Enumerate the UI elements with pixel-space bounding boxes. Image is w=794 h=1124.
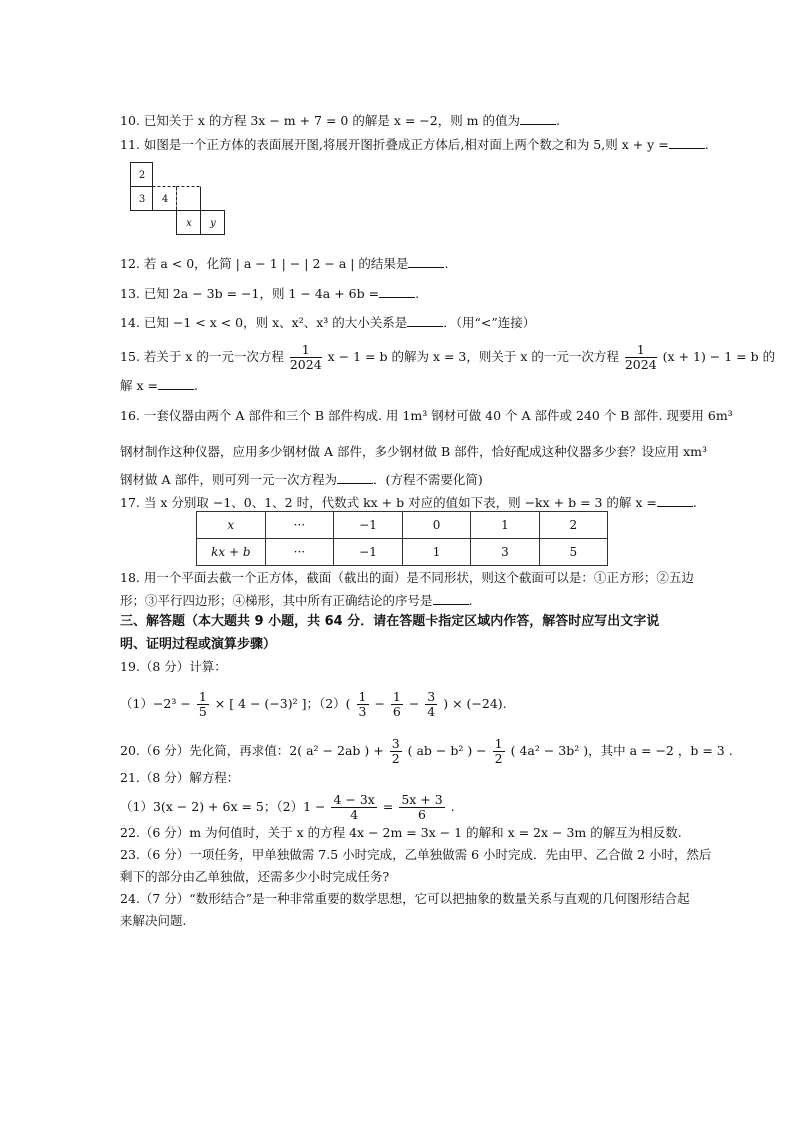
question-18-line2: 形；③平行四边形；④梯形，其中所有正确结论的序号是 . (120, 593, 473, 608)
net-face-4: 4 (161, 193, 169, 205)
question-19: 19.（8 分）计算： (120, 659, 227, 674)
question-22: 22.（6 分）m 为何值时，关于 x 的方程 4x − 2m = 3x − 1 的解和 x = 2x − 3m 的解互为相反数. (120, 825, 682, 840)
fraction: $\frac{4 - 3x}{4}$ (333, 792, 375, 822)
question-23-line2: 剩下的部分由乙单独做，还需多少小时完成任务? (120, 869, 390, 884)
question-19-parts: （1）−2³ − $\frac{1}{5}$ × [ 4 − (−3)² ]；（2）( $\frac{1}{3}$ − $\frac{1}{6}$ − $\frac{3}{4}$ ) × (−24). (120, 689, 507, 719)
question-11: 11. 如图是一个正方体的表面展开图,将展开图折叠成正方体后,相对面上两个数之和为 5,则 x + y = . (120, 137, 709, 152)
question-21: 21.（8 分）解方程： (120, 770, 240, 785)
table-row: kx + b ··· −1 1 3 5 (197, 539, 608, 566)
question-24-line2: 来解决问题. (120, 913, 187, 928)
fraction: $\frac{1}{2024}$ (624, 342, 657, 372)
question-15: 15. 若关于 x 的一元一次方程 $\frac{1}{2024}$ x − 1 = b 的解为 x = 3，则关于 x 的一元一次方程 $\frac{1}{2024}$ (x + 1) − 1 = b 的 (120, 342, 776, 372)
fraction: $\frac{1}{5}$ (198, 689, 207, 719)
question-14: 14. 已知 −1 < x < 0，则 x、x²、x³ 的大小关系是 ．（用“<”连接） (120, 315, 536, 330)
answer-blank[interactable] (408, 255, 444, 268)
net-face-2: 2 (138, 169, 146, 181)
fraction: $\frac{3}{4}$ (427, 689, 436, 719)
fraction: $\frac{1}{2024}$ (289, 342, 322, 372)
fraction: $\frac{5x + 3}{6}$ (401, 792, 443, 822)
cube-net-figure (130, 162, 230, 236)
answer-blank[interactable] (379, 285, 415, 298)
question-16: 16. 一套仪器由两个 A 部件和三个 B 部件构成. 用 1m³ 钢材可做 40 个 A 部件或 240 个 B 部件. 现要用 6m³ (120, 408, 733, 423)
net-face-y: y (210, 217, 216, 229)
question-16-line3: 钢材做 A 部件，则可列一元一次方程为 ．(方程不需要化简) (120, 472, 483, 487)
answer-blank[interactable] (433, 592, 469, 605)
net-face-x: x (186, 217, 192, 229)
table-row: x ··· −1 0 1 2 (197, 512, 608, 539)
question-15-line2: 解 x = . (120, 378, 198, 393)
section-heading-line2: 明、证明过程或演算步骤） (120, 637, 277, 652)
answer-blank[interactable] (407, 314, 443, 327)
question-16-line2: 钢材制作这种仪器，应用多少钢材做 A 部件，多少钢材做 B 部件，恰好配成这种仪器多少套？设应用 xm³ (120, 444, 707, 459)
question-20: 20.（6 分）先化简，再求值：2( a² − 2ab ) + $\frac{3}{2}$ ( ab − b² ) − $\frac{1}{2}$ ( 4a² − 3b² )，其中 a = −2 ，b = 3 . (120, 736, 733, 766)
section-heading: 三、解答题（本大题共 9 小题，共 64 分．请在答题卡指定区域内作答，解答时应写出文字说 (120, 614, 660, 629)
question-23: 23.（6 分）一项任务，甲单独做需 7.5 小时完成，乙单独做需 6 小时完成．先由甲、乙合做 2 小时，然后 (120, 847, 712, 862)
question-21-parts: （1）3(x − 2) + 6x = 5；（2）1 − $\frac{4 - 3x}{4}$ = $\frac{5x + 3}{6}$ . (120, 792, 455, 822)
answer-blank[interactable] (337, 471, 373, 484)
fraction: $\frac{3}{2}$ (391, 736, 400, 766)
question-18: 18. 用一个平面去截一个正方体，截面（截出的面）是不同形状，则这个截面可以是：①正方形；②五边 (120, 570, 694, 585)
answer-blank[interactable] (669, 136, 705, 149)
question-24: 24.（7 分）“数形结合”是一种非常重要的数学思想，它可以把抽象的数量关系与直观的几何图形结合起 (120, 891, 690, 906)
values-table (196, 511, 608, 566)
question-17: 17. 当 x 分别取 −1、0、1、2 时，代数式 kx + b 对应的值如下表，则 −kx + b = 3 的解 x = . (120, 495, 697, 510)
question-13: 13. 已知 2a − 3b = −1，则 1 − 4a + 6b = . (120, 286, 420, 301)
fraction: $\frac{1}{6}$ (392, 689, 401, 719)
question-12: 12. 若 a < 0，化简 | a − 1 | − | 2 − a | 的结果是 . (120, 256, 449, 271)
net-face-3: 3 (138, 193, 146, 205)
fraction: $\frac{1}{3}$ (358, 689, 367, 719)
answer-blank[interactable] (158, 377, 194, 390)
answer-blank[interactable] (520, 112, 556, 125)
question-10: 10. 已知关于 x 的方程 3x − m + 7 = 0 的解是 x = −2，则 m 的值为 . (120, 113, 560, 128)
fraction: $\frac{1}{2}$ (494, 736, 503, 766)
answer-blank[interactable] (657, 494, 693, 507)
